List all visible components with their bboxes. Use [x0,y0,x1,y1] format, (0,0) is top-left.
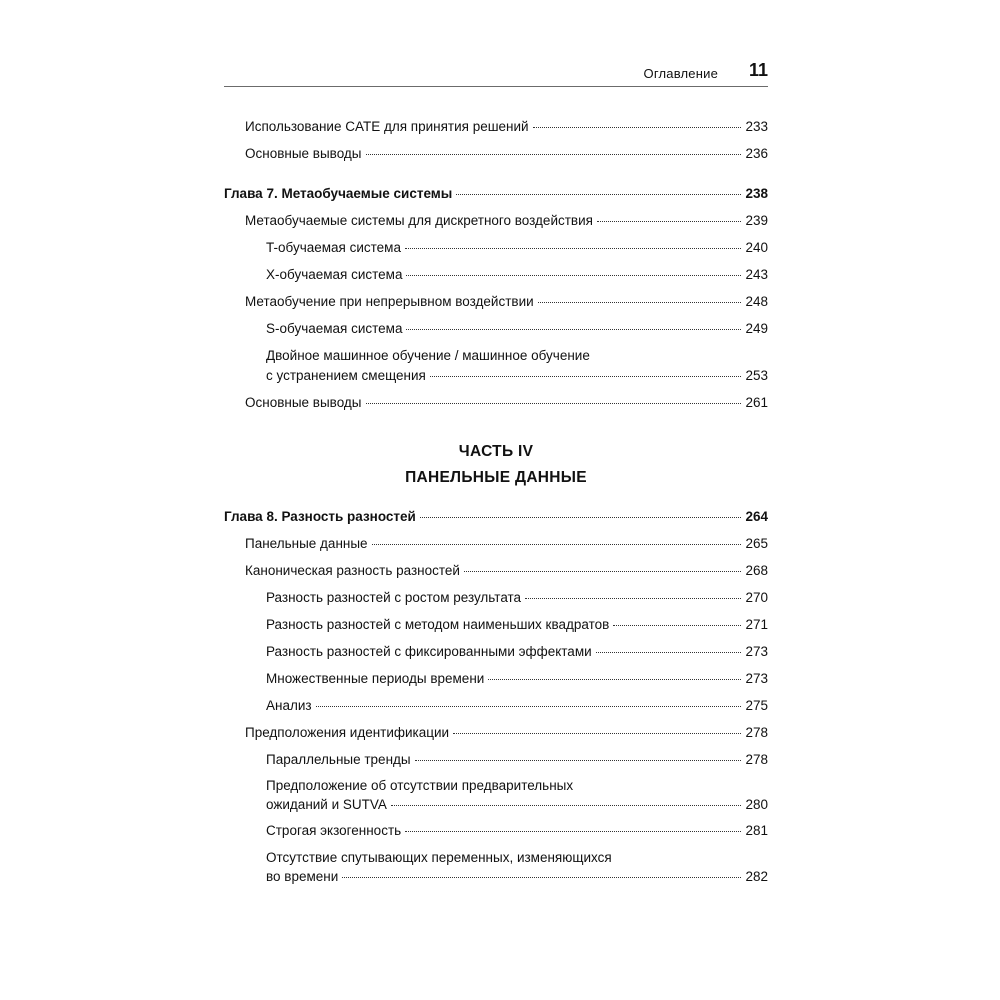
toc-entry[interactable] [245,145,768,163]
toc-subentry[interactable] [266,643,768,661]
leader-dots [525,597,741,599]
toc-subentry-title-line1[interactable]: Предположение об отсутствии предварительных [266,778,574,793]
running-header-title: Оглавление [643,66,718,81]
toc-entry-page: 261 [745,395,768,410]
leader-dots [456,193,741,195]
toc-entry-page: 273 [745,671,768,686]
toc-subentry[interactable] [266,266,768,284]
toc-entry-page: 270 [745,590,768,605]
toc-entry-page: 271 [745,617,768,632]
toc-entry-page: 243 [745,267,768,282]
part-title: ПАНЕЛЬНЫЕ ДАННЫЕ [405,469,587,486]
toc-entry-title: Множественные периоды времени [266,671,485,686]
toc-entry-title: Анализ [266,698,312,713]
toc-entry-title: Предположения идентификации [245,725,450,740]
page-number: 11 [748,60,768,80]
toc-chapter-title: Глава 7. Метаобучаемые системы [224,186,453,201]
leader-dots [464,570,741,572]
toc-entry[interactable] [245,212,768,230]
leader-dots [596,651,742,653]
toc-entry-title: Использование CATE для принятия решений [245,119,529,134]
toc-entry-page: 253 [745,368,768,383]
toc-entry-page: 278 [745,752,768,767]
toc-entry-page: 236 [745,146,768,161]
toc-chapter-title: Глава 8. Разность разностей [224,509,416,524]
leader-dots [405,247,742,249]
toc-entry-page: 275 [745,698,768,713]
toc-chapter-page: 238 [745,186,768,201]
toc-subentry[interactable] [266,697,768,715]
toc-entry-page: 273 [745,644,768,659]
toc-entry-title-line2: с устранением смещения [266,368,426,383]
leader-dots [430,375,742,377]
leader-dots [406,328,741,330]
toc-chapter-8[interactable] [224,508,768,526]
toc-entry-title: Разность разностей с фиксированными эффектами [266,644,592,659]
toc-entry-title: Разность разностей с методом наименьших квадратов [266,617,610,632]
toc-entry-page: 282 [745,869,768,884]
toc-entry-title: Параллельные тренды [266,752,411,767]
toc-chapter-7[interactable] [224,185,768,203]
toc-entry[interactable] [245,118,768,136]
toc-subentry-title-line1[interactable]: Отсутствие спутывающих переменных, изменяющихся [266,850,612,865]
toc-subentry[interactable] [266,367,768,385]
leader-dots [453,732,741,734]
toc-subentry[interactable] [266,796,768,814]
toc-entry-title: Разность разностей с ростом результата [266,590,522,605]
toc-entry-title: Панельные данные [245,536,368,551]
toc-entry-page: 280 [745,797,768,812]
toc-entry-title: Основные выводы [245,146,362,161]
leader-dots [488,678,741,680]
toc-entry-title: X-обучаемая система [266,267,403,282]
toc-entry-page: 249 [745,321,768,336]
part-label: ЧАСТЬ IV [458,443,534,460]
toc-entry-title: Метаобучаемые системы для дискретного воздействия [245,213,593,228]
toc-entry-title: Строгая экзогенность [266,823,402,838]
toc-entry-page: 240 [745,240,768,255]
leader-dots [391,804,742,806]
toc-subentry-title-line1[interactable]: Двойное машинное обучение / машинное обучение [266,348,590,363]
toc-subentry[interactable] [266,868,768,886]
toc-entry[interactable] [245,724,768,742]
toc-subentry[interactable] [266,320,768,338]
leader-dots [366,402,742,404]
toc-entry-title: Метаобучение при непрерывном воздействии [245,294,534,309]
leader-dots [420,516,742,518]
toc-entry-title-line2: ожиданий и SUTVA [266,797,387,812]
leader-dots [613,624,741,626]
toc-entry-title-line2: во времени [266,869,339,884]
toc-subentry[interactable] [266,751,768,769]
toc-subentry[interactable] [266,239,768,257]
leader-dots [597,220,742,222]
toc-entry-page: 239 [745,213,768,228]
leader-dots [406,274,741,276]
toc-chapter-page: 264 [745,509,768,524]
toc-subentry[interactable] [266,670,768,688]
leader-dots [366,153,742,155]
toc-entry-page: 248 [745,294,768,309]
leader-dots [415,759,742,761]
leader-dots [342,876,741,878]
leader-dots [533,126,742,128]
leader-dots [372,543,742,545]
toc-entry-title: S-обучаемая система [266,321,403,336]
header-rule [224,86,768,87]
toc-subentry[interactable] [266,616,768,634]
toc-entry[interactable] [245,535,768,553]
toc-entry-page: 278 [745,725,768,740]
toc-entry-title: Основные выводы [245,395,362,410]
leader-dots [316,705,742,707]
toc-entry-page: 265 [745,536,768,551]
toc-subentry[interactable] [266,822,768,840]
leader-dots [405,830,741,832]
toc-entry-page: 268 [745,563,768,578]
toc-entry-title: T-обучаемая система [266,240,401,255]
toc-subentry[interactable] [266,589,768,607]
toc-entry[interactable] [245,562,768,580]
toc-entry-page: 281 [745,823,768,838]
toc-entry-title: Каноническая разность разностей [245,563,460,578]
leader-dots [538,301,742,303]
toc-entry-page: 233 [745,119,768,134]
toc-entry[interactable] [245,394,768,412]
toc-entry[interactable] [245,293,768,311]
